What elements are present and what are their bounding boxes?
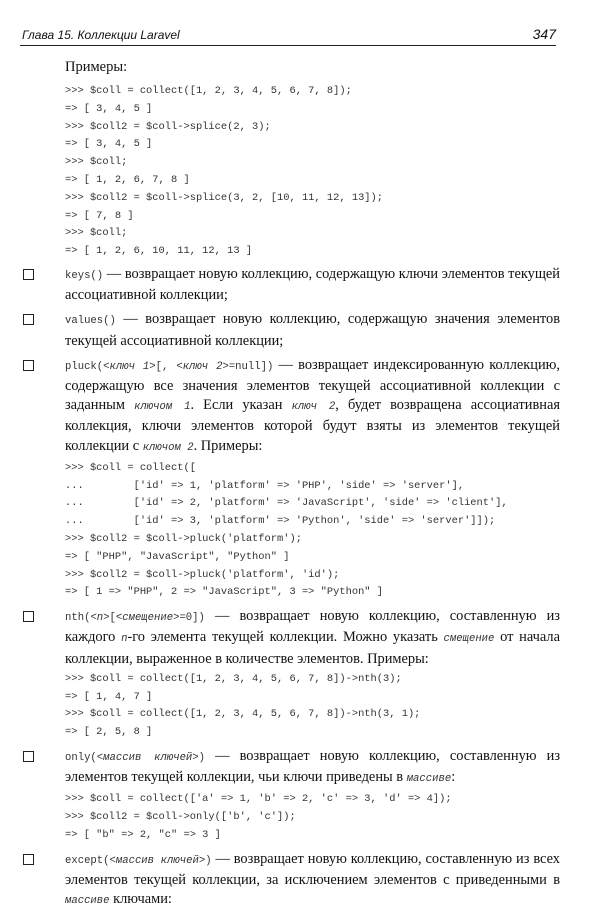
item-text (65, 356, 560, 458)
method-signature: ) (198, 751, 206, 764)
description: -го элемента текущей коллекции. Можно указать (127, 629, 444, 646)
code-line: => [ 2, 5, 8 ] (65, 726, 153, 739)
arg-offset: <смещение> (115, 612, 180, 625)
arg-ref: массиве (406, 773, 452, 786)
item-text (65, 747, 560, 789)
code-line: ... ['id' => 2, 'platform' => 'JavaScript', 'side' => 'client'], (65, 497, 508, 510)
page-body (20, 58, 560, 916)
method-signature: ) (205, 854, 212, 867)
description: — возвращает новую коллекцию, составленную из всех элементов текущей коллекции, за исключением элементов с приведенными в (65, 850, 560, 888)
list-item-except (20, 850, 560, 912)
description: от начала коллекции, выраженное в количестве элементов. Примеры: (65, 629, 560, 667)
code-line: >>> $coll2 = $coll->pluck('platform', 'id'); (65, 568, 340, 581)
code-block-nth (65, 671, 560, 742)
checkbox-bullet-icon (23, 611, 34, 622)
page-header (20, 26, 556, 46)
checkbox-bullet-icon (23, 854, 34, 865)
arg-ref: смещение (443, 633, 495, 646)
method-signature: only( (65, 751, 97, 764)
code-line: >>> $coll2 = $coll->pluck('platform'); (65, 532, 302, 545)
method-signature: values() (65, 315, 116, 328)
code-line: ... ['id' => 3, 'platform' => 'Python', 'side' => 'server']]); (65, 515, 496, 528)
code-line: => [ "b" => 2, "c" => 3 ] (65, 828, 221, 841)
page-number: 347 (532, 26, 556, 42)
code-line: >>> $coll; (65, 227, 128, 240)
description: , будет возвращена ассоциативная коллекция, ключи элементов которой будут взяты из элементов текущей коллекции с (65, 397, 560, 454)
description: — возвращает новую коллекцию, составленную из элементов текущей коллекции, чьи ключи приведены в (65, 747, 561, 786)
arg-ref: ключом 1 (134, 401, 191, 414)
list-item-only (20, 747, 560, 845)
code-line: ... ['id' => 1, 'platform' => 'PHP', 'side' => 'server'], (65, 479, 465, 492)
description: — возвращает новую коллекцию, содержащую значения элементов текущей ассоциативной коллекции; (65, 311, 560, 349)
header-rule (20, 45, 556, 46)
method-signature: pluck( (65, 360, 104, 373)
code-line: >>> $coll2 = $coll->splice(3, 2, [10, 11, 12, 13]); (65, 191, 384, 204)
list-item-keys (20, 265, 560, 305)
code-line: >>> $coll = collect([ (65, 461, 196, 474)
method-signature: =null]) (228, 360, 274, 373)
code-line: => [ 1, 4, 7 ] (65, 690, 153, 703)
checkbox-bullet-icon (23, 269, 34, 280)
method-signature: except( (65, 854, 110, 867)
list-item-values (20, 310, 560, 350)
description: — возвращает индексированную коллекцию, содержащую все значения элементов текущей ассоциативной коллекции с заданным (65, 356, 561, 414)
arg-n: <n> (90, 612, 110, 625)
code-line: >>> $coll2 = $coll->only(['b', 'c']); (65, 811, 296, 824)
code-line: >>> $coll2 = $coll->splice(2, 3); (65, 120, 271, 133)
item-text (65, 850, 560, 912)
code-line: >>> $coll = collect([1, 2, 3, 4, 5, 6, 7, 8]); (65, 85, 352, 97)
arg-key1: <ключ 1> (103, 360, 156, 373)
method-signature: keys() (65, 269, 104, 282)
arg-ref: массиве (65, 895, 110, 908)
item-text (65, 265, 560, 305)
arg-ref: ключ 2 (291, 401, 336, 414)
arg-ref: ключом 2 (142, 441, 194, 454)
method-signature: [ (109, 612, 116, 625)
code-line: => [ 1, 2, 6, 7, 8 ] (65, 173, 190, 186)
code-line: => [ 1 => "PHP", 2 => "JavaScript", 3 => "Python" ] (65, 586, 384, 599)
description: — возвращает новую коллекцию, составленную из каждого (65, 608, 560, 646)
code-line: => [ 7, 8 ] (65, 209, 134, 222)
arg-key2: <ключ 2> (176, 360, 229, 373)
code-line: => [ 3, 4, 5 ] (65, 138, 153, 151)
description: : (451, 769, 456, 786)
description: . Примеры: (193, 437, 263, 454)
code-line: => [ "PHP", "JavaScript", "Python" ] (65, 550, 290, 563)
list-item-nth (20, 607, 560, 742)
item-text (65, 607, 560, 669)
code-line: >>> $coll = collect([1, 2, 3, 4, 5, 6, 7, 8])->nth(3); (65, 672, 402, 685)
code-line: >>> $coll = collect(['a' => 1, 'b' => 2, 'c' => 3, 'd' => 4]); (65, 793, 452, 806)
method-signature: nth( (65, 612, 91, 625)
description: . Если указан (190, 397, 292, 414)
arg-keys-array: <массив ключей> (96, 751, 199, 764)
examples-heading: Примеры: (65, 59, 128, 75)
chapter-title: Глава 15. Коллекции Laravel (22, 28, 180, 42)
code-block-splice (65, 83, 560, 261)
description: ключами: (109, 891, 172, 908)
checkbox-bullet-icon (23, 360, 34, 371)
code-block-only (65, 791, 560, 844)
checkbox-bullet-icon (23, 314, 34, 325)
method-signature: [, (155, 360, 177, 373)
code-line: >>> $coll = collect([1, 2, 3, 4, 5, 6, 7, 8])->nth(3, 1); (65, 708, 421, 721)
checkbox-bullet-icon (23, 751, 34, 762)
code-block-pluck (65, 460, 560, 602)
arg-ref: n (121, 633, 128, 646)
code-line: => [ 3, 4, 5 ] (65, 102, 153, 115)
code-line: => [ 1, 2, 6, 10, 11, 12, 13 ] (65, 245, 253, 258)
method-signature: =0]) (179, 612, 205, 625)
description: — возвращает новую коллекцию, содержащую ключи элементов текущей ассоциативной коллекции; (65, 265, 560, 304)
list-item-pluck (20, 356, 560, 602)
item-text (65, 310, 560, 350)
arg-keys-array: <массив ключей> (109, 854, 206, 867)
code-line: >>> $coll; (65, 156, 128, 169)
